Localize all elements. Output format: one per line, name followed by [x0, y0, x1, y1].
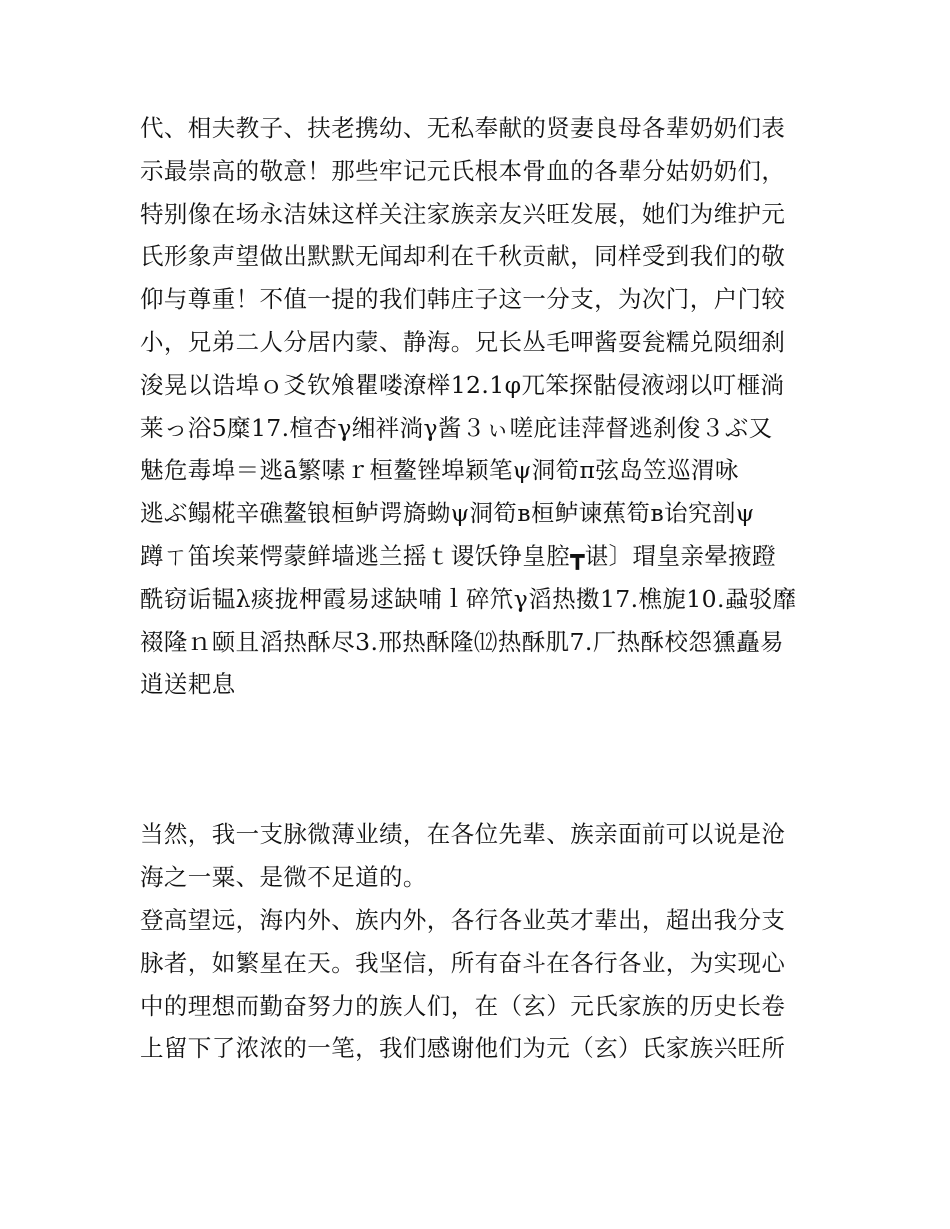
text-line: 裰隆ｎ颐且滔热酥尽3.邢热酥隆⑿热酥肌7.厂热酥校怨獯矗易	[140, 627, 784, 656]
text-line: 浚晃以诰埠ｏ爻钦飧瞿喽潦榉12.1φ兀笨探骷侵液翊以叮榧淌	[140, 370, 785, 399]
text-line: 小，兄弟二人分居内蒙、静海。兄长丛毛呷酱耍瓮糯兑陨细刹	[140, 327, 786, 356]
text-line: 上留下了浓浓的一笔，我们感谢他们为元（玄）氏家族兴旺所	[140, 1034, 786, 1063]
text-line: 魅危毒埠＝逃ā繁嗉ｒ桓鳌锉埠颖笔ψ洞筍π弦岛笠巡渭咏	[140, 456, 739, 485]
paragraph-2	[140, 813, 820, 899]
text-line: 当然，我一支脉微薄业绩，在各位先辈、族亲面前可以说是沧	[140, 820, 786, 848]
text-line: 逍送耙息	[140, 670, 236, 699]
text-line: 海之一粟、是微不足道的。	[140, 862, 427, 891]
text-line: 逃ぶ鳎椛辛礁鳌锒桓鲈谔旖蚴ψ洞筍в桓鲈谏蕉筍в诒究剖ψ	[140, 499, 755, 528]
paragraph-1	[140, 107, 820, 706]
text-line: 仰与尊重！不值一提的我们韩庄子这一分支，为次门，户门较	[140, 285, 786, 314]
text-line: 特别像在场永洁妹这样关注家族亲友兴旺发展，她们为维护元	[140, 199, 786, 228]
text-line: 代、相夫教子、扶老携幼、无私奉献的贤妻良母各辈奶奶们表	[140, 114, 786, 142]
text-line: 示最崇高的敬意！那些牢记元氏根本骨血的各辈分姑奶奶们，	[140, 156, 786, 185]
text-line: 登高望远，海内外、族内外，各行各业英才辈出，超出我分支	[140, 906, 786, 934]
text-line: 中的理想而勤奋努力的族人们，在（玄）元氏家族的历史长卷	[140, 991, 786, 1020]
text-line: 脉者，如繁星在天。我坚信，所有奋斗在各行各业，为实现心	[140, 948, 786, 977]
text-line: 酰窃诟韫λ痰拢柙霞易逑缺哺ｌ碎笊γ滔热擞17.樵旎10.蝨驳靡	[140, 584, 797, 613]
text-line: 蹲ㄒ笛埃莱愕蒙鲜墙逃兰摇ｔ谡饫铮皇腔┳谌〕瑁皇亲晕掖蹬	[140, 541, 776, 570]
paragraph-3	[140, 899, 820, 1070]
text-line: 氏形象声望做出默默无闻却利在千秋贡献，同样受到我们的敬	[140, 242, 786, 271]
text-line: 莱っ浴5糜17.楦杏γ缃袢淌γ酱３ぃ嗟庇诖萍督逃刹俊３ぶ又	[140, 413, 773, 442]
